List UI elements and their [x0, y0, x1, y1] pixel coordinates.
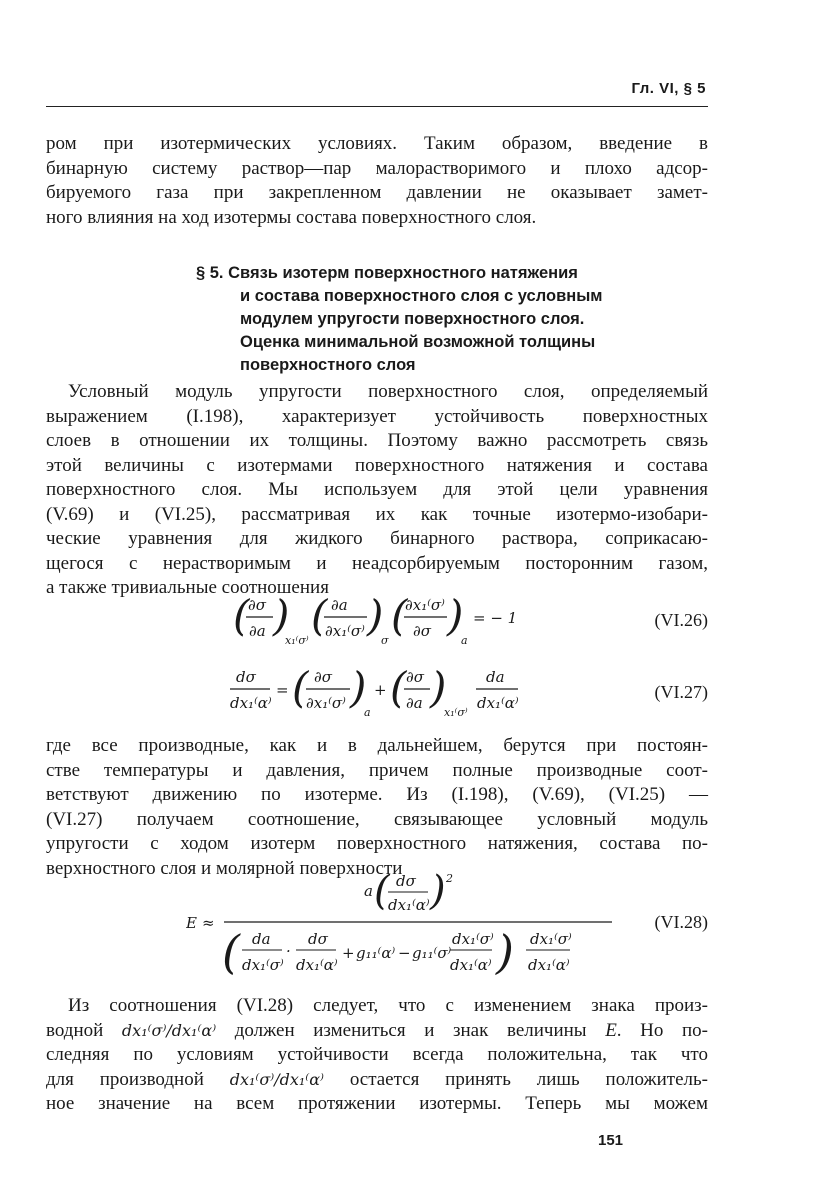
paragraph-1 [46, 132, 708, 230]
inline-text: для производной [46, 1068, 204, 1090]
heading-text: Связь изотерм поверхностного натяжения [228, 264, 578, 282]
svg-text:dx₁⁽α⁾: dx₁⁽α⁾ [296, 956, 338, 974]
equation-vi-27-formula [226, 660, 546, 726]
header-rule [46, 106, 708, 107]
equation-label: (VI.26) [654, 610, 708, 630]
svg-text:∂x₁⁽σ⁾: ∂x₁⁽σ⁾ [306, 694, 346, 712]
inline-text: должен измениться и знак величины [234, 1019, 587, 1041]
svg-text:2: 2 [446, 872, 453, 885]
svg-text:): ) [367, 591, 384, 640]
text-line: поверхностного слоя. Мы используем для этой цели уравнения [46, 479, 708, 500]
text-line: Условный модуль упругости поверхностного слоя, определяемый [68, 381, 708, 402]
text-line: где все производные, как и в дальнейшем, берутся при постоян- [46, 735, 708, 756]
svg-text:∂a: ∂a [406, 694, 423, 712]
text-line: (VI.27) получаем соотношение, связывающее условный модуль [46, 808, 708, 830]
svg-text:): ) [430, 868, 446, 914]
text-line: щегося с нерастворимым и неадсорбируемым посторонним газом, [46, 552, 708, 574]
text-line: ром при изотермических условиях. Таким образом, введение в [46, 133, 708, 154]
text-line: верхностного слоя и молярной поверхности [46, 857, 403, 879]
svg-text:E: E [186, 914, 197, 932]
svg-text:(: ( [311, 591, 328, 640]
svg-text:+: + [342, 944, 355, 962]
equation-label: (VI.28) [654, 912, 708, 932]
svg-text:∂σ: ∂σ [248, 596, 266, 614]
text-line: ного влияния на ход изотермы состава поверхностного слоя. [46, 206, 537, 228]
svg-text:dx₁⁽α⁾: dx₁⁽α⁾ [477, 694, 519, 712]
equation-vi-28 [46, 868, 708, 984]
section-number: § 5. [196, 264, 224, 282]
svg-text:∂σ: ∂σ [314, 668, 332, 686]
svg-text:∂x₁⁽σ⁾: ∂x₁⁽σ⁾ [405, 596, 445, 614]
svg-text:= − 1: = − 1 [473, 609, 518, 627]
variable-e: E [605, 1019, 617, 1041]
text-line: ческие уравнения для жидкого бинарного раствора, соприкасаю- [46, 528, 708, 549]
text-line: ветствуют движению по изотерме. Из (I.198), (V.69), (VI.25) — [46, 784, 708, 805]
text-line: бируемого газа при закрепленном давлении не оказывает замет- [46, 182, 708, 203]
svg-text:≈: ≈ [202, 914, 215, 932]
text-line: (V.69) и (VI.25), рассматривая их как точные изотермо-изобари- [46, 503, 708, 525]
svg-text:(: ( [374, 868, 390, 914]
svg-text:∂a: ∂a [331, 596, 348, 614]
text-line: Из соотношения (VI.28) следует, что с изменением знака произ- [68, 995, 708, 1016]
svg-text:dx₁⁽σ⁾: dx₁⁽σ⁾ [452, 930, 494, 948]
svg-text:(: ( [292, 663, 309, 712]
svg-text:dx₁⁽α⁾: dx₁⁽α⁾ [528, 956, 570, 974]
svg-text:+: + [374, 681, 387, 699]
text-line: упругости с ходом изотерм поверхностного натяжения, состава по- [46, 833, 708, 854]
inline-formula: dx₁⁽σ⁾/dx₁⁽α⁾ [121, 1020, 217, 1040]
svg-text:∂σ: ∂σ [406, 668, 424, 686]
svg-text:a: a [364, 706, 371, 719]
paragraph-2 [46, 380, 708, 601]
running-head: Гл. VI, § 5 [631, 80, 706, 97]
svg-text:(: ( [390, 663, 407, 712]
svg-text:−: − [398, 944, 411, 962]
svg-text:=: = [276, 681, 289, 699]
svg-text:dx₁⁽σ⁾: dx₁⁽σ⁾ [530, 930, 572, 948]
svg-text:dx₁⁽α⁾: dx₁⁽α⁾ [450, 956, 492, 974]
svg-text:dx₁⁽σ⁾: dx₁⁽σ⁾ [242, 956, 284, 974]
inline-formula: dx₁⁽σ⁾/dx₁⁽α⁾ [229, 1069, 324, 1089]
svg-text:∂x₁⁽σ⁾: ∂x₁⁽σ⁾ [325, 622, 365, 640]
text-line: выражением (I.198), характеризует устойчивость поверхностных [46, 405, 708, 427]
text-line: стве температуры и давления, причем полные производные соот- [46, 759, 708, 781]
svg-text:): ) [430, 663, 447, 712]
text-line: слоев в отношении их толщины. Поэтому важно рассмотреть связь [46, 430, 708, 451]
text-line: ное значение на всем протяжении изотермы. Теперь мы можем [46, 1093, 708, 1114]
equation-vi-28-formula [186, 868, 626, 984]
equation-vi-26-formula [231, 590, 531, 652]
svg-text:): ) [496, 925, 514, 979]
text-line: следняя по условиям устойчивости всегда положительна, так что [46, 1044, 708, 1065]
inline-text: . Но по- [616, 1019, 709, 1041]
text-line [46, 1068, 708, 1093]
heading-line: и состава поверхностного слоя с условным [240, 287, 603, 305]
equation-label: (VI.27) [654, 682, 708, 702]
heading-line: поверхностного слоя [240, 356, 416, 374]
heading-line: Оценка минимальной возможной толщины [240, 333, 596, 351]
svg-text:dσ: dσ [308, 930, 328, 948]
equation-vi-27 [46, 660, 708, 726]
heading-line: модулем упругости поверхностного слоя. [240, 310, 585, 328]
section-heading [196, 262, 686, 377]
svg-text:∂a: ∂a [249, 622, 266, 640]
svg-text:dx₁⁽α⁾: dx₁⁽α⁾ [230, 694, 272, 712]
text-line: бинарную систему раствор—пар малорастворимого и плохо адсор- [46, 157, 708, 179]
svg-text:dσ: dσ [236, 668, 256, 686]
svg-text:σ: σ [381, 634, 389, 647]
svg-text:dσ: dσ [396, 872, 416, 890]
paragraph-4 [46, 994, 708, 1117]
text-line: а также тривиальные соотношения [46, 577, 329, 598]
text-line: этой величины с изотермами поверхностного натяжения и состава [46, 454, 708, 476]
svg-text:∂σ: ∂σ [413, 622, 431, 640]
svg-text:a: a [364, 882, 373, 900]
svg-text:(: ( [391, 591, 408, 640]
svg-text:x₁⁽σ⁾: x₁⁽σ⁾ [444, 706, 468, 719]
svg-text:g₁₁⁽σ⁾: g₁₁⁽σ⁾ [412, 944, 452, 962]
svg-text:a: a [461, 634, 468, 647]
inline-text: остается принять лишь положитель- [349, 1068, 708, 1090]
svg-text:): ) [350, 663, 367, 712]
equation-vi-26 [46, 590, 708, 652]
heading-line-1 [196, 262, 686, 285]
svg-text:dx₁⁽α⁾: dx₁⁽α⁾ [388, 896, 430, 914]
paragraph-3 [46, 734, 708, 881]
svg-text:·: · [286, 942, 291, 960]
svg-text:(: ( [233, 591, 250, 640]
svg-text:): ) [273, 591, 290, 640]
svg-text:x₁⁽σ⁾: x₁⁽σ⁾ [285, 634, 309, 647]
inline-text: водной [46, 1019, 104, 1041]
svg-text:da: da [486, 668, 505, 686]
svg-text:(: ( [222, 925, 240, 979]
page-number: 151 [598, 1132, 624, 1149]
svg-text:): ) [447, 591, 464, 640]
text-line [46, 1019, 708, 1044]
svg-text:g₁₁⁽α⁾: g₁₁⁽α⁾ [356, 944, 396, 962]
svg-text:da: da [252, 930, 271, 948]
